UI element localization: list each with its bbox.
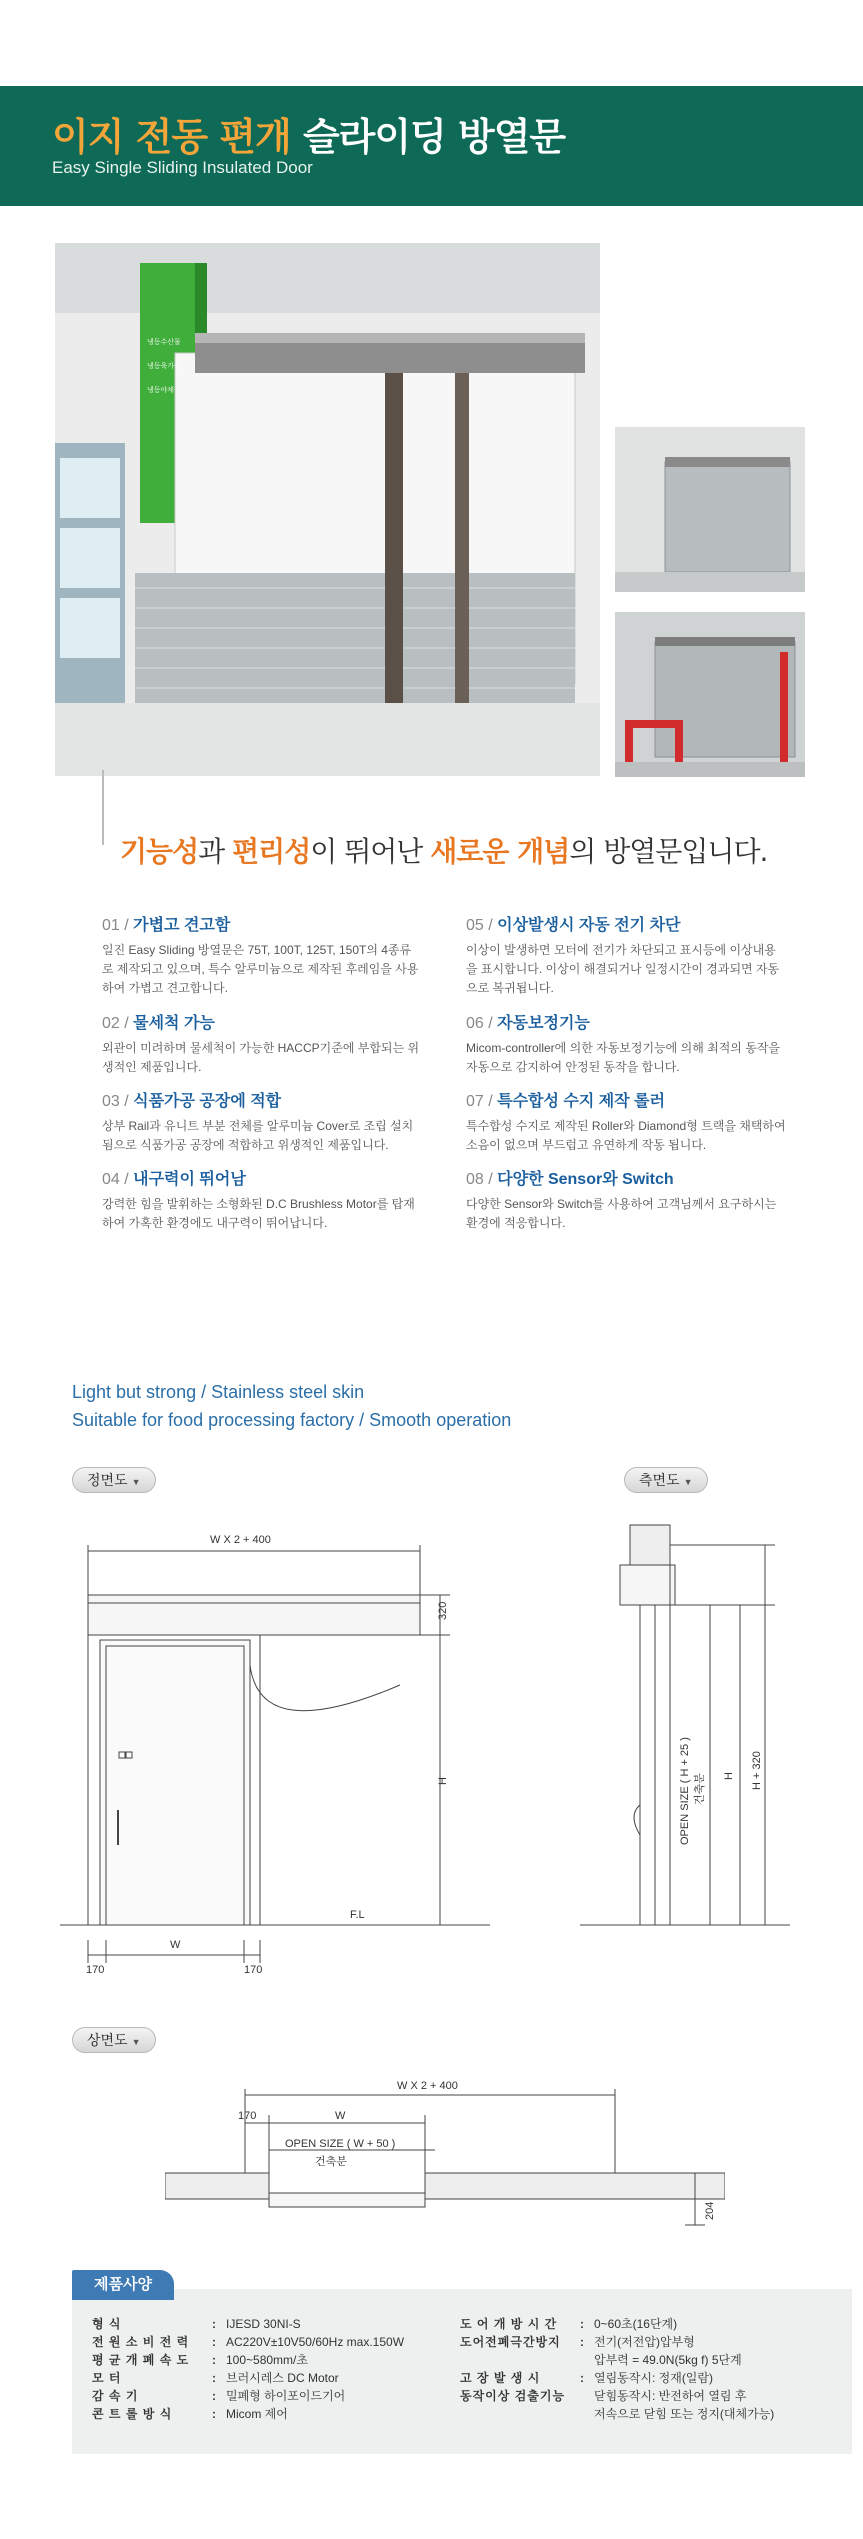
side-photo-1-illustration xyxy=(615,427,805,592)
front-view-label: 정면도 xyxy=(87,1472,128,1488)
spec-colon: : xyxy=(212,2371,216,2385)
spec-value: 전기(저전압)압부형 xyxy=(594,2335,695,2349)
spec-colon: : xyxy=(212,2353,216,2367)
spec-row xyxy=(92,2406,288,2422)
top-view-drawing xyxy=(165,2075,725,2245)
spec-value: 열림동작시: 정재(일람) xyxy=(594,2371,713,2385)
feature-item xyxy=(102,1088,422,1155)
spec-row xyxy=(460,2316,677,2332)
section-divider xyxy=(102,770,104,845)
english-summary xyxy=(72,1378,511,1434)
spec-label: 도어전폐극간방지 xyxy=(460,2335,561,2349)
spec-row xyxy=(460,2334,695,2350)
tagline-part-6: 의 방열문입니다. xyxy=(569,835,768,868)
front-top-height: 320 xyxy=(437,1601,449,1620)
spec-row xyxy=(92,2388,345,2404)
sign-1: 냉동수산물 xyxy=(147,339,181,346)
main-photo-illustration xyxy=(55,243,600,776)
spec-value: AC220V±10V50/60Hz max.150W xyxy=(226,2335,405,2349)
spec-label: 전 원 소 비 전 력 xyxy=(92,2335,190,2349)
side-view-label: 측면도 xyxy=(639,1472,680,1488)
front-right-gap: 170 xyxy=(244,1964,263,1975)
header-banner xyxy=(0,86,863,206)
spec-value: 저속으로 닫힘 또는 정지(대체가능) xyxy=(594,2407,775,2421)
feature-heading: 가볍고 견고함 xyxy=(133,917,231,934)
main-product-photo xyxy=(55,243,600,776)
top-building: 건축분 xyxy=(315,2156,347,2168)
english-line-1: Light but strong / Stainless steel skin xyxy=(72,1382,365,1402)
spec-value: 닫힘동작시: 반전하여 열림 후 xyxy=(594,2389,747,2403)
front-left-gap: 170 xyxy=(86,1964,105,1975)
feature-item xyxy=(466,1166,786,1233)
tagline-part-2: 과 xyxy=(198,835,233,868)
spec-label: 모 터 xyxy=(92,2371,122,2385)
spec-row xyxy=(92,2334,404,2350)
front-w: W xyxy=(170,1939,181,1951)
spec-value: 밀폐형 하이포이드기어 xyxy=(226,2389,346,2403)
triangle-down-icon: ▼ xyxy=(131,1477,141,1487)
tagline xyxy=(120,830,767,870)
feature-number: 03 / xyxy=(102,1093,134,1110)
feature-title xyxy=(102,1166,422,1189)
side-view-drawing xyxy=(580,1515,790,1975)
spec-row xyxy=(92,2316,301,2332)
feature-description: 강력한 힘을 발휘하는 소형화된 D.C Brushless Motor를 탑재하여 가혹한 환경에도 내구력이 뛰어납니다. xyxy=(102,1197,415,1230)
feature-number: 07 / xyxy=(466,1093,498,1110)
spec-colon: : xyxy=(580,2371,584,2385)
feature-heading: 다양한 Sensor와 Switch xyxy=(497,1171,674,1188)
spec-label: 도 어 개 방 시 간 xyxy=(460,2317,558,2331)
spec-value: IJESD 30NI-S xyxy=(226,2317,301,2331)
feature-description: 다양한 Sensor와 Switch를 사용하여 고객님께서 요구하시는 환경에 적응합니다. xyxy=(466,1197,777,1230)
english-line-2: Suitable for food processing factory / Smooth operation xyxy=(72,1410,512,1430)
side-photo-2-illustration xyxy=(615,612,805,777)
spec-colon: : xyxy=(212,2335,216,2349)
tagline-part-1: 기능성 xyxy=(120,835,199,868)
feature-title xyxy=(102,1010,422,1033)
spec-label: 형 식 xyxy=(92,2317,122,2331)
spec-colon: : xyxy=(212,2317,216,2331)
spec-label: 고 장 발 생 시 xyxy=(460,2371,541,2385)
feature-item xyxy=(102,1010,422,1077)
feature-description: Micom-controller에 의한 자동보정기능에 의해 최적의 동작을 자동으로 감지하여 안정된 동작을 합니다. xyxy=(466,1041,781,1074)
top-w: W xyxy=(335,2110,346,2122)
top-view-label: 상면도 xyxy=(87,2032,128,2048)
spec-value: Micom 제어 xyxy=(226,2407,288,2421)
spec-value: 100~580mm/초 xyxy=(226,2353,308,2367)
sign-2: 냉동육가공 xyxy=(147,363,181,370)
top-view-button[interactable] xyxy=(72,2027,156,2053)
side-photo-2 xyxy=(615,612,805,777)
feature-title xyxy=(466,1088,786,1111)
photo-signs xyxy=(147,331,195,403)
feature-description: 외관이 미려하며 물세척이 가능한 HACCP기준에 부합되는 위생적인 제품입니다. xyxy=(102,1041,420,1074)
feature-number: 05 / xyxy=(466,917,498,934)
feature-number: 01 / xyxy=(102,917,134,934)
feature-description: 일진 Easy Sliding 방열문은 75T, 100T, 125T, 150T의 4종류로 제작되고 있으며, 특수 알루미늄으로 제작된 후레임을 사용하여 가볍고 견고합니다. xyxy=(102,943,419,995)
front-height: H xyxy=(437,1777,449,1785)
top-gap: 170 xyxy=(238,2110,257,2122)
spec-colon: : xyxy=(580,2335,584,2349)
side-open-size: OPEN SIZE ( H + 25 ) xyxy=(679,1737,691,1845)
spec-label: 콘 트 롤 방 식 xyxy=(92,2407,173,2421)
spec-title: 제품사양 xyxy=(72,2270,174,2300)
front-floor-line: F.L xyxy=(350,1909,365,1921)
title-accent: 이지 전동 편개 xyxy=(52,115,291,159)
tagline-part-4: 이 뛰어난 xyxy=(310,835,431,868)
spec-label: 평 균 개 폐 속 도 xyxy=(92,2353,190,2367)
tagline-part-5: 새로운 개념 xyxy=(430,835,570,868)
spec-colon: : xyxy=(580,2317,584,2331)
triangle-down-icon: ▼ xyxy=(131,2037,141,2047)
spec-label: 감 속 기 xyxy=(92,2389,139,2403)
feature-number: 08 / xyxy=(466,1171,498,1188)
feature-heading: 특수합성 수지 제작 롤러 xyxy=(497,1093,666,1110)
feature-item xyxy=(102,912,422,998)
spec-label: 동작이상 검출기능 xyxy=(460,2389,566,2403)
spec-value: 브러시레스 DC Motor xyxy=(226,2371,339,2385)
spec-row xyxy=(460,2388,746,2404)
feature-item xyxy=(466,1088,786,1155)
spec-value: 압부력 = 49.0N(5kg f) 5단계 xyxy=(594,2353,742,2367)
top-open-size: OPEN SIZE ( W + 50 ) xyxy=(285,2138,396,2150)
spec-value: 0~60초(16단계) xyxy=(594,2317,678,2331)
feature-item xyxy=(102,1166,422,1233)
spec-colon: : xyxy=(212,2389,216,2403)
feature-heading: 식품가공 공장에 적합 xyxy=(133,1093,282,1110)
page-title xyxy=(52,106,565,161)
tagline-part-3: 편리성 xyxy=(232,835,311,868)
side-h: H xyxy=(723,1772,735,1780)
feature-number: 02 / xyxy=(102,1015,134,1032)
feature-number: 06 / xyxy=(466,1015,498,1032)
side-view-button[interactable] xyxy=(624,1467,708,1493)
top-width-total: W X 2 + 400 xyxy=(397,2080,458,2092)
spec-row xyxy=(460,2352,742,2368)
title-rest: 슬라이딩 방열문 xyxy=(290,115,566,159)
spec-colon: : xyxy=(212,2407,216,2421)
spec-row xyxy=(92,2352,308,2368)
feature-title xyxy=(102,1088,422,1111)
feature-description: 이상이 발생하면 모터에 전기가 차단되고 표시등에 이상내용을 표시합니다. 이상이 해결되거나 일정시간이 경과되면 자동으로 복귀됩니다. xyxy=(466,943,780,995)
feature-description: 상부 Rail과 유니트 부분 전체를 알루미늄 Cover로 조립 설치됨으로 식품가공 공장에 적합하고 위생적인 제품입니다. xyxy=(102,1119,414,1152)
top-depth: 204 xyxy=(704,2201,716,2220)
side-building: 건축분 xyxy=(694,1773,706,1805)
front-view-button[interactable] xyxy=(72,1467,156,1493)
feature-heading: 내구력이 뛰어남 xyxy=(133,1171,246,1188)
feature-item xyxy=(466,912,786,998)
feature-description: 특수합성 수지로 제작된 Roller와 Diamond형 트랙을 채택하여 소음이 없으며 부드럽고 유연하게 작동 됩니다. xyxy=(466,1119,786,1152)
front-view-drawing xyxy=(60,1515,490,1975)
side-h-total: H + 320 xyxy=(751,1751,763,1790)
feature-heading: 이상발생시 자동 전기 차단 xyxy=(497,917,681,934)
feature-heading: 물세척 가능 xyxy=(133,1015,215,1032)
front-width-total: W X 2 + 400 xyxy=(210,1534,271,1546)
feature-item xyxy=(466,1010,786,1077)
feature-number: 04 / xyxy=(102,1171,134,1188)
feature-title xyxy=(466,912,786,935)
feature-title xyxy=(466,1166,786,1189)
triangle-down-icon: ▼ xyxy=(683,1477,693,1487)
spec-row xyxy=(460,2370,713,2386)
feature-title xyxy=(466,1010,786,1033)
side-photo-1 xyxy=(615,427,805,592)
sign-3: 냉동야채 xyxy=(147,387,175,394)
spec-row xyxy=(460,2406,774,2422)
spec-row xyxy=(92,2370,339,2386)
feature-heading: 자동보정기능 xyxy=(497,1015,590,1032)
feature-title xyxy=(102,912,422,935)
page-subtitle: Easy Single Sliding Insulated Door xyxy=(52,158,313,177)
